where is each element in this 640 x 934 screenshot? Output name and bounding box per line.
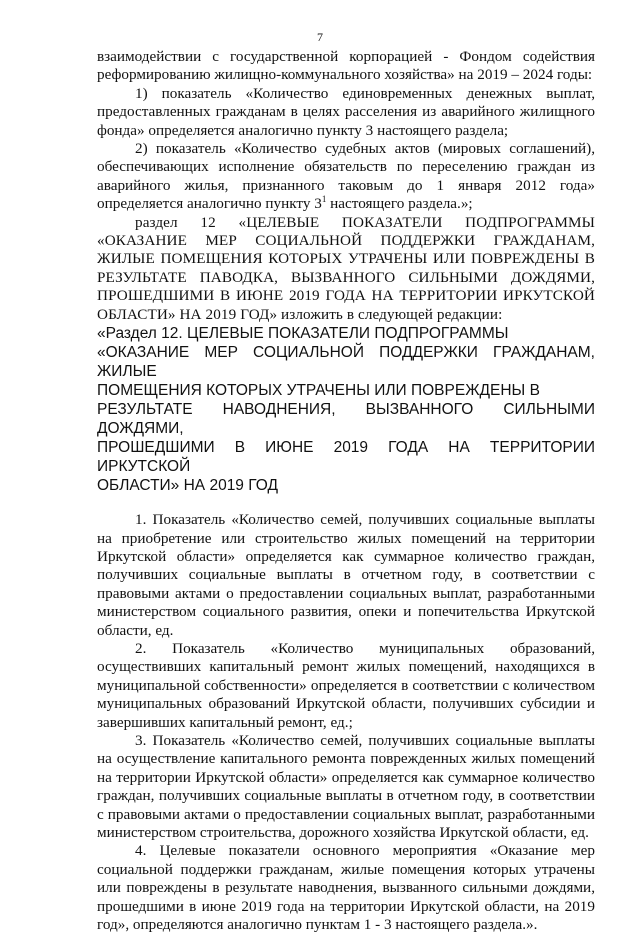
section-heading-line: ОБЛАСТИ» НА 2019 ГОД [97,477,278,495]
section-heading-line: ПРОШЕДШИМИ В ИЮНЕ 2019 ГОДА НА ТЕРРИТОРИИ ИРКУТСКОЙ [97,439,595,476]
intro-item-2-end: настоящего раздела.»; [326,195,473,213]
intro-item-2 [97,140,595,214]
spacer [97,495,595,511]
paragraph-4: 4. Целевые показатели основного мероприятия «Оказание мер социальной поддержки гражданам, жилые помещения которых утрачены или повреждены в результате наводнения, вызванного сильными дождями, прошедшими в июне 2019 года на территории Иркутской области, на 2019 год», определяются аналогично пунктам 1 - 3 настоящего раздела.». [97,842,595,934]
intro-item-1: 1) показатель «Количество единовременных денежных выплат, предоставленных гражданам в целях расселения из аварийного жилищного фонда» определяется аналогично пункту 3 настоящего раздела; [97,84,595,139]
paragraph-3: 3. Показатель «Количество семей, получивших социальные выплаты на осуществление капитального ремонта поврежденных жилых помещений на территории Иркутской области» определяется как суммарное количество граждан, получивших социальные выплаты в отчетном году, в соответствии с правовыми актами о предоставлении социальных выплат, разработанными министерством строительства, дорожного хозяйства Иркутской области, ед. [97,731,595,841]
section-reference: раздел 12 «ЦЕЛЕВЫЕ ПОКАЗАТЕЛИ ПОДПРОГРАММЫ «ОКАЗАНИЕ МЕР СОЦИАЛЬНОЙ ПОДДЕРЖКИ ГРАЖДАНАМ, ЖИЛЫЕ ПОМЕЩЕНИЯ КОТОРЫХ УТРАЧЕНЫ ИЛИ ПОВРЕЖДЕНЫ В РЕЗУЛЬТАТЕ ПАВОДКА, ВЫЗВАННОГО СИЛЬНЫМИ ДОЖДЯМИ, ПРОШЕДШИМИ В ИЮНЕ 2019 ГОДА НА ТЕРРИТОРИИ ИРКУТСКОЙ ОБЛАСТИ» НА 2019 ГОД» изложить в следующей редакции: [97,213,595,323]
intro-item-2-text: 2) показатель «Количество судебных актов (мировых соглашений), обеспечивающих исполнение обязательств по переселению граждан из аварийного жилья, признанного таковым до 1 января 2012 года» определяется аналогично пункту 3 [97,140,595,213]
superscript: 1 [321,194,327,205]
section-heading-line: «ОКАЗАНИЕ МЕР СОЦИАЛЬНОЙ ПОДДЕРЖКИ ГРАЖДАНАМ, ЖИЛЫЕ [97,344,595,381]
section-heading-line: ПОМЕЩЕНИЯ КОТОРЫХ УТРАЧЕНЫ ИЛИ ПОВРЕЖДЕНЫ В [97,382,540,400]
paragraph-1: 1. Показатель «Количество семей, получивших социальные выплаты на приобретение или строительство жилых помещений на территории Иркутской области» определяется как суммарное количество граждан, получивших социальные выплаты в отчетном году, в соответствии с правовыми актами о предоставлении социальных выплат, разработанными министерством социального развития, опеки и попечительства Иркутской области, ед. [97,511,595,639]
section-heading-line: РЕЗУЛЬТАТЕ НАВОДНЕНИЯ, ВЫЗВАННОГО СИЛЬНЫМИ ДОЖДЯМИ, [97,401,595,438]
section-heading-line: «Раздел 12. ЦЕЛЕВЫЕ ПОКАЗАТЕЛИ ПОДПРОГРАММЫ [97,325,509,343]
intro-continuation: взаимодействии с государственной корпорацией - Фондом содействия реформированию жилищно-коммунального хозяйства» на 2019 – 2024 годы: [97,48,595,84]
paragraph-2: 2. Показатель «Количество муниципальных образований, осуществивших капитальный ремонт жилых помещений, находящихся в муниципальной собственности» определяется в соответствии с количеством муниципальных образований Иркутской области, получивших субсидии и завершивших капитальный ремонт, ед.; [97,639,595,731]
page-number: 7 [317,30,323,44]
document-body [97,48,595,934]
section-heading [97,324,595,495]
